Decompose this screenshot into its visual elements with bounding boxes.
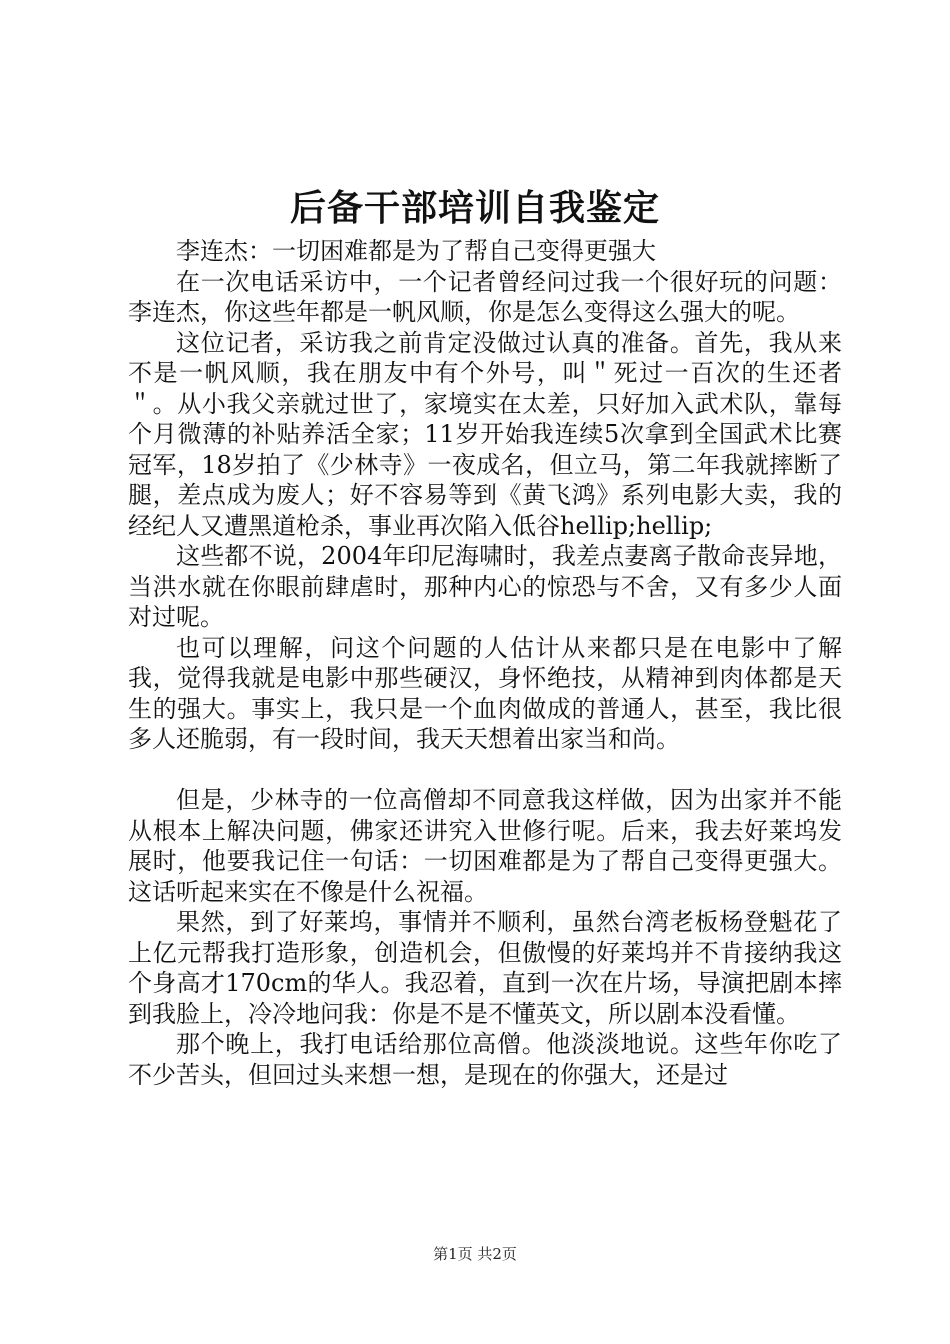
document-title: 后备干部培训自我鉴定 [289, 188, 660, 229]
paragraph-interview-question: 在一次电话采访中，一个记者曾经问过我一个很好玩的问题：李连杰，你这些年都是一帆风顺，你是怎么变得这么强大的呢。 [128, 267, 842, 326]
paragraph-tsunami: 这些都不说，2004年印尼海啸时，我差点妻离子散命丧异地，当洪水就在你眼前肆虐时，那种内心的惊恐与不舍，又有多少人面对过呢。 [128, 542, 842, 631]
paragraph-hollywood: 果然，到了好莱坞，事情并不顺利，虽然台湾老板杨登魁花了上亿元帮我打造形象，创造机会，但傲慢的好莱坞并不肯接纳我这个身高才170cm的华人。我忍着，直到一次在片场，导演把剧本摔到我脸上，冷冷地问我：你是不是不懂英文，所以剧本没看懂。 [128, 908, 842, 1028]
paragraph-subtitle: 李连杰：一切困难都是为了帮自己变得更强大 [176, 237, 656, 265]
paragraph-phone-call: 那个晚上，我打电话给那位高僧。他淡淡地说。这些年你吃了不少苦头，但回过头来想一想，是现在的你强大，还是过 [128, 1030, 842, 1089]
paragraph-spacer [128, 755, 842, 786]
document-body [128, 236, 842, 1090]
page-number-footer: 第1页 共2页 [433, 1245, 517, 1263]
paragraph-monk-advice: 但是，少林寺的一位高僧却不同意我这样做，因为出家并不能从根本上解决问题，佛家还讲究入世修行呢。后来，我去好莱坞发展时，他要我记住一句话：一切困难都是为了帮自己变得更强大。这话听起来实在不像是什么祝福。 [128, 786, 842, 906]
paragraph-ordinary-person: 也可以理解，问这个问题的人估计从来都只是在电影中了解我，觉得我就是电影中那些硬汉，身怀绝技，从精神到肉体都是天生的强大。事实上，我只是一个血肉做成的普通人，甚至，我比很多人还脆弱，有一段时间，我天天想着出家当和尚。 [128, 633, 842, 753]
paragraph-hardships: 这位记者，采访我之前肯定没做过认真的准备。首先，我从来不是一帆风顺，我在朋友中有个外号，叫＂死过一百次的生还者＂。从小我父亲就过世了，家境实在太差，只好加入武术队，靠每个月微薄的补贴养活全家；11岁开始我连续5次拿到全国武术比赛冠军，18岁拍了《少林寺》一夜成名，但立马，第二年我就摔断了腿，差点成为废人；好不容易等到《黄飞鸿》系列电影大卖，我的经纪人又遭黑道枪杀，事业再次陷入低谷hellip;hellip; [128, 328, 842, 540]
